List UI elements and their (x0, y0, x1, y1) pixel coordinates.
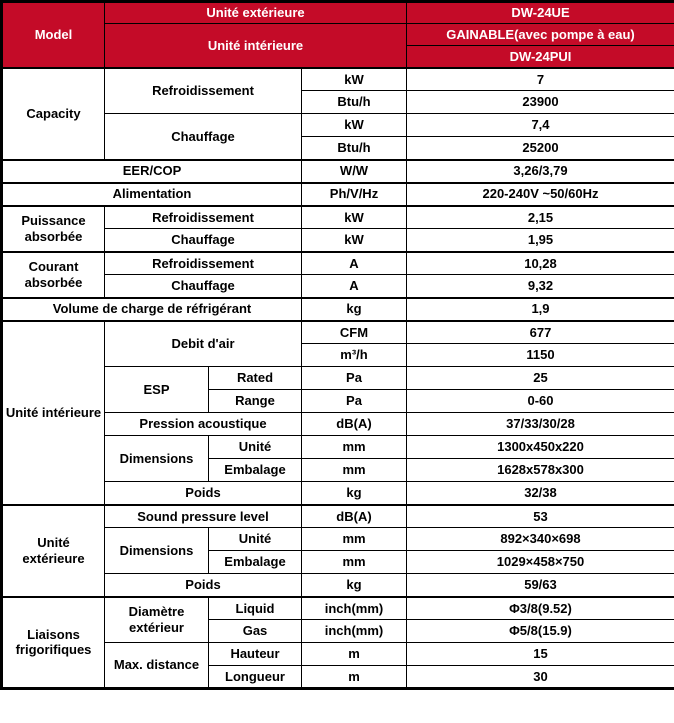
unit-inchmm: inch(mm) (302, 597, 407, 620)
indoor-model-cell: DW-24PUI (407, 46, 674, 68)
unit-m3h: m³/h (302, 344, 407, 367)
value-airflow-cfm: 677 (407, 321, 674, 344)
unit-mm: mm (302, 436, 407, 459)
table-row (2, 160, 674, 183)
label-diametre-exterieur: Diamètre extérieur (105, 597, 209, 643)
value-indoor-dim-unit: 1300x450x220 (407, 436, 674, 459)
section-capacity: Capacity (2, 68, 105, 160)
section-alimentation: Alimentation (2, 183, 302, 206)
label-chauffage: Chauffage (105, 114, 302, 160)
value-airflow-m3h: 1150 (407, 344, 674, 367)
section-volume-refrigerant: Volume de charge de réfrigérant (2, 298, 302, 321)
unit-dba: dB(A) (302, 505, 407, 528)
value-heating-btuh: 25200 (407, 137, 674, 160)
section-unite-interieure: Unité intérieure (2, 321, 105, 505)
table-row (2, 298, 674, 321)
value-puissance-heating: 1,95 (407, 229, 674, 252)
value-courant-cooling: 10,28 (407, 252, 674, 275)
unit-ww: W/W (302, 160, 407, 183)
value-outdoor-dim-pack: 1029×458×750 (407, 551, 674, 574)
table-row (2, 252, 674, 275)
unit-kw: kW (302, 114, 407, 137)
label-unite: Unité (209, 436, 302, 459)
table-row (2, 68, 674, 91)
label-poids: Poids (105, 574, 302, 597)
label-debit-air: Debit d'air (105, 321, 302, 367)
label-dimensions: Dimensions (105, 436, 209, 482)
label-chauffage: Chauffage (105, 229, 302, 252)
unit-kg: kg (302, 574, 407, 597)
label-poids: Poids (105, 482, 302, 505)
table-row (2, 321, 674, 344)
unit-cfm: CFM (302, 321, 407, 344)
section-courant-absorbee: Courant absorbée (2, 252, 105, 298)
unit-btuh: Btu/h (302, 137, 407, 160)
value-esp-range: 0-60 (407, 390, 674, 413)
label-chauffage: Chauffage (105, 275, 302, 298)
value-eer-cop: 3,26/3,79 (407, 160, 674, 183)
outdoor-model-cell: DW-24UE (407, 2, 674, 24)
unit-inchmm: inch(mm) (302, 620, 407, 643)
unit-kg: kg (302, 298, 407, 321)
label-esp: ESP (105, 367, 209, 413)
label-range: Range (209, 390, 302, 413)
label-max-distance: Max. distance (105, 643, 209, 689)
label-hauteur: Hauteur (209, 643, 302, 666)
value-puissance-cooling: 2,15 (407, 206, 674, 229)
value-refrigerant-charge: 1,9 (407, 298, 674, 321)
unit-kw: kW (302, 206, 407, 229)
label-gas: Gas (209, 620, 302, 643)
value-indoor-dim-pack: 1628x578x300 (407, 459, 674, 482)
label-refroidissement: Refroidissement (105, 68, 302, 114)
label-longueur: Longueur (209, 666, 302, 689)
label-dimensions: Dimensions (105, 528, 209, 574)
label-embalage: Embalage (209, 459, 302, 482)
table-row (2, 183, 674, 206)
value-esp-rated: 25 (407, 367, 674, 390)
label-unite: Unité (209, 528, 302, 551)
unit-dba: dB(A) (302, 413, 407, 436)
value-indoor-poids: 32/38 (407, 482, 674, 505)
indoor-unit-header-cell: Unité intérieure (105, 24, 407, 68)
indoor-type-cell: GAINABLE(avec pompe à eau) (407, 24, 674, 46)
value-cooling-btuh: 23900 (407, 91, 674, 114)
unit-phvhz: Ph/V/Hz (302, 183, 407, 206)
unit-kg: kg (302, 482, 407, 505)
label-pression-acoustique: Pression acoustique (105, 413, 302, 436)
unit-m: m (302, 666, 407, 689)
section-liaisons-frigorifiques: Liaisons frigorifiques (2, 597, 105, 689)
unit-btuh: Btu/h (302, 91, 407, 114)
value-liquid-diameter: Φ3/8(9.52) (407, 597, 674, 620)
value-max-longueur: 30 (407, 666, 674, 689)
table-row (2, 597, 674, 620)
unit-pa: Pa (302, 390, 407, 413)
section-puissance-absorbee: Puissance absorbée (2, 206, 105, 252)
unit-mm: mm (302, 459, 407, 482)
value-pression-acoustique: 37/33/30/28 (407, 413, 674, 436)
table-row (2, 505, 674, 528)
unit-pa: Pa (302, 367, 407, 390)
value-cooling-kw: 7 (407, 68, 674, 91)
table-body (2, 68, 674, 689)
value-heating-kw: 7,4 (407, 114, 674, 137)
label-rated: Rated (209, 367, 302, 390)
unit-kw: kW (302, 68, 407, 91)
value-outdoor-dim-unit: 892×340×698 (407, 528, 674, 551)
unit-mm: mm (302, 528, 407, 551)
label-sound-pressure: Sound pressure level (105, 505, 302, 528)
table-row (2, 206, 674, 229)
label-refroidissement: Refroidissement (105, 206, 302, 229)
section-unite-exterieure: Unité extérieure (2, 505, 105, 597)
label-embalage: Embalage (209, 551, 302, 574)
model-header-cell: Model (2, 2, 105, 68)
label-liquid: Liquid (209, 597, 302, 620)
table-header (2, 2, 674, 68)
unit-m: m (302, 643, 407, 666)
value-outdoor-spl: 53 (407, 505, 674, 528)
unit-a: A (302, 275, 407, 298)
value-max-hauteur: 15 (407, 643, 674, 666)
unit-kw: kW (302, 229, 407, 252)
value-courant-heating: 9,32 (407, 275, 674, 298)
unit-a: A (302, 252, 407, 275)
value-gas-diameter: Φ5/8(15.9) (407, 620, 674, 643)
label-refroidissement: Refroidissement (105, 252, 302, 275)
value-outdoor-poids: 59/63 (407, 574, 674, 597)
unit-mm: mm (302, 551, 407, 574)
section-eer-cop: EER/COP (2, 160, 302, 183)
value-alimentation: 220-240V ~50/60Hz (407, 183, 674, 206)
outdoor-unit-header-cell: Unité extérieure (105, 2, 407, 24)
